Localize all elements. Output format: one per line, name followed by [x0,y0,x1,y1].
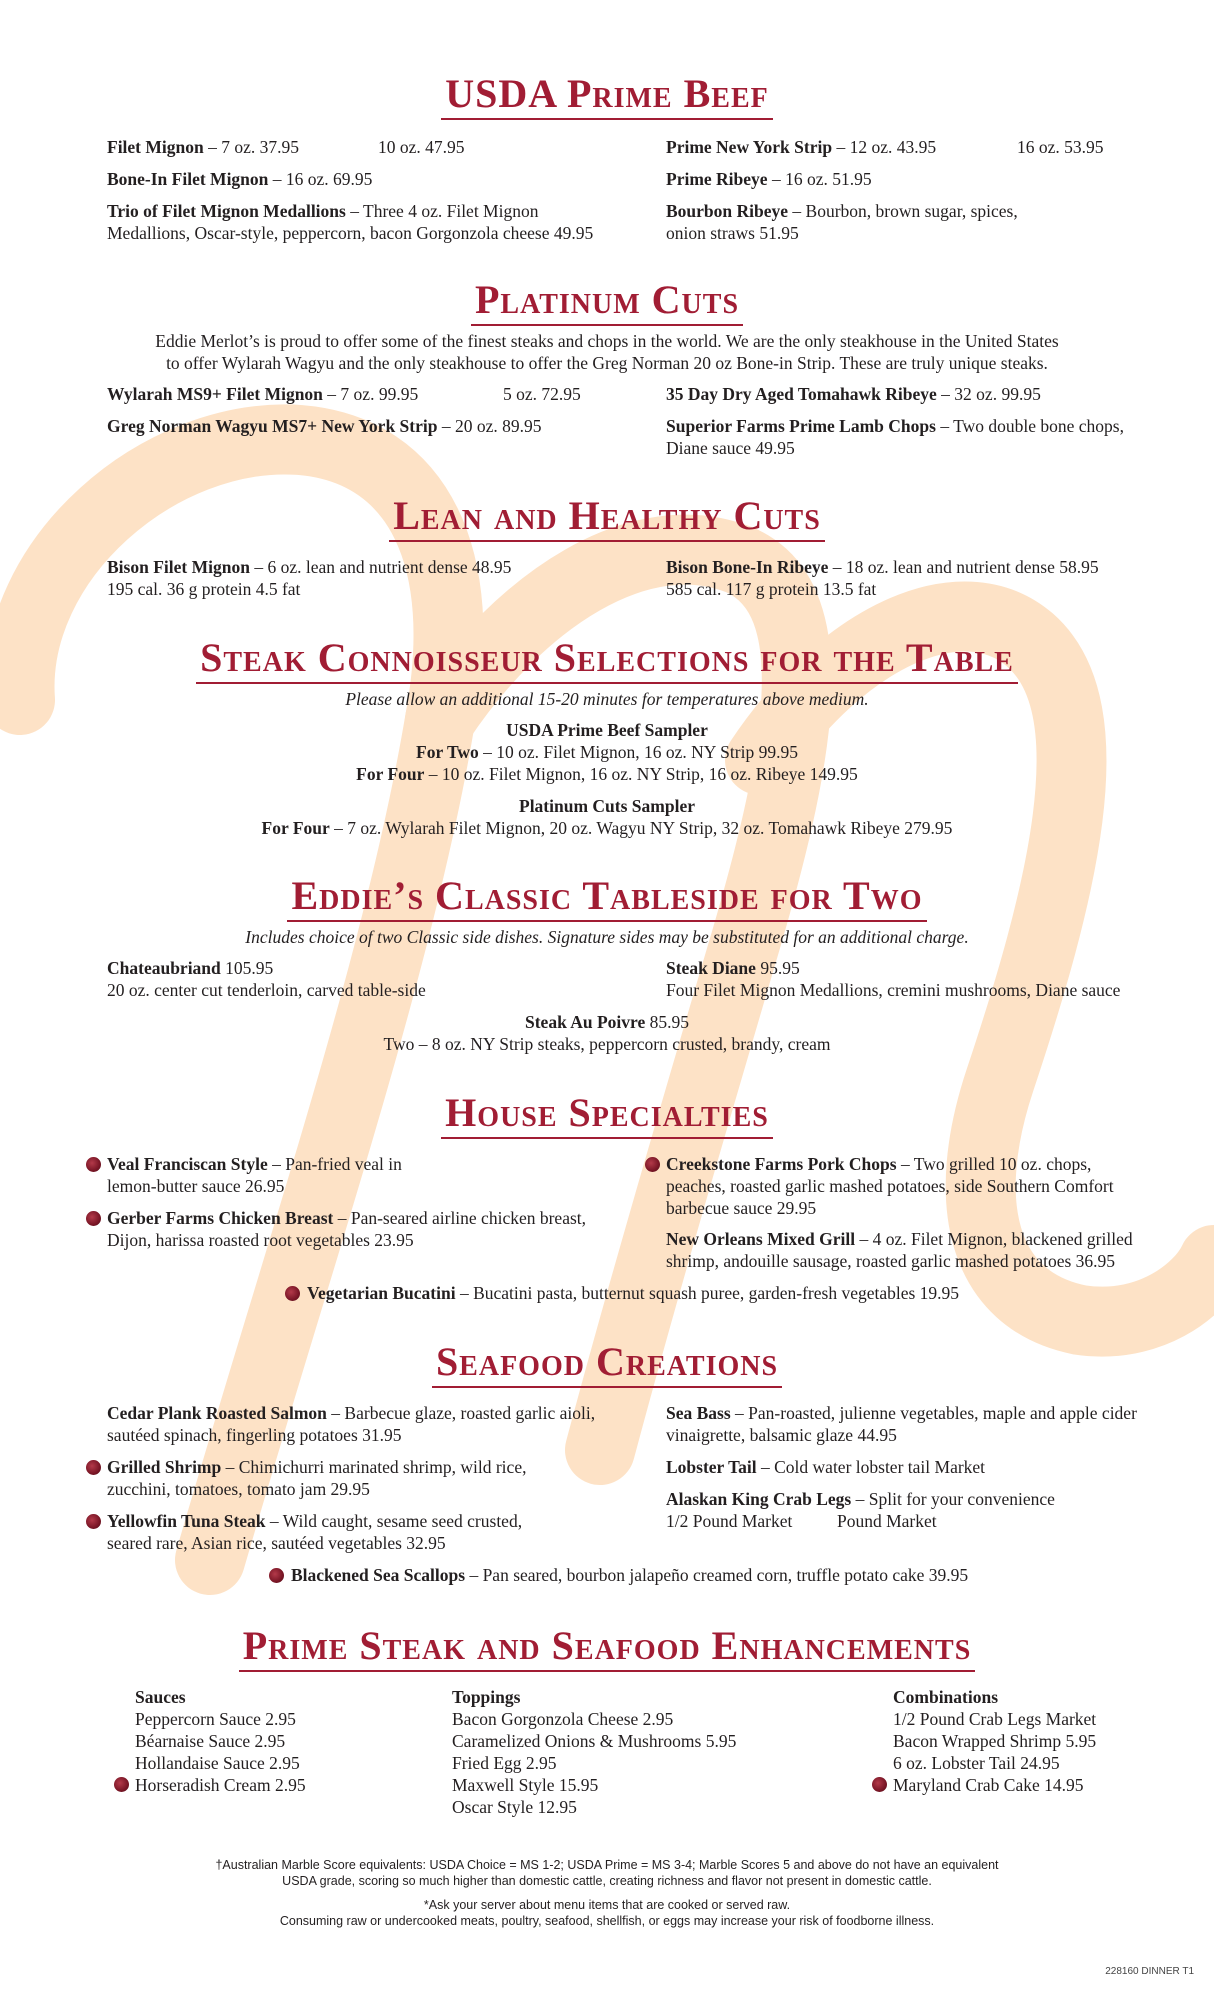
section-title-lean-cuts: Lean and Healthy Cuts [0,494,1214,542]
signature-dot-icon [645,1157,660,1172]
enhancements-sauces [135,1686,306,1796]
toppings-heading: Toppings [452,1687,521,1707]
list-item: Bacon Gorgonzola Cheese 2.95 [452,1709,674,1729]
menu-item-tuna-steak: Yellowfin Tuna Steak – Wild caught, sesame seed crusted, seared rare, Asian rice, sautéed vegetables 32.95 [107,1511,523,1553]
menu-item-filet-mignon: Filet Mignon – 7 oz. 37.95 [107,137,300,157]
menu-item-mixed-grill: New Orleans Mixed Grill – 4 oz. Filet Mignon, blackened grilled shrimp, andouille sausage, roasted garlic mashed potatoes 36.95 [666,1229,1133,1271]
menu-item-greg-norman-strip: Greg Norman Wagyu MS7+ New York Strip – 20 oz. 89.95 [107,416,542,436]
raw-food-warning: *Ask your server about menu items that are cooked or served raw. Consuming raw or undercooked meats, poultry, seafood, shellfish, or eggs may increase your risk of foodborne illness. [279,1898,935,1928]
menu-item-lobster-tail: Lobster Tail – Cold water lobster tail Market [666,1457,986,1477]
menu-item-chicken-breast: Gerber Farms Chicken Breast – Pan-seared airline chicken breast, Dijon, harissa roasted root vegetables 23.95 [107,1208,587,1250]
marble-score-footnote: †Australian Marble Score equivalents: USDA Choice = MS 1-2; USDA Prime = MS 3-4; Marble Scores 5 and above do not have an equivalent USDA grade, scoring so much higher than domestic cattle, creating richness and flavor not present in domestic cattle. [215,1858,999,1888]
menu-item-steak-au-poivre: Steak Au Poivre 85.95 Two – 8 oz. NY Strip steaks, peppercorn crusted, brandy, cream [383,1012,831,1054]
menu-item-prime-ribeye: Prime Ribeye – 16 oz. 51.95 [666,169,872,189]
list-item: Caramelized Onions & Mushrooms 5.95 [452,1731,737,1751]
menu-item-king-crab-pound: Pound Market [837,1511,937,1531]
section-title-platinum-cuts: Platinum Cuts [0,278,1214,326]
menu-item-trio-filet: Trio of Filet Mignon Medallions – Three 4 oz. Filet Mignon Medallions, Oscar-style, peppercorn, bacon Gorgonzola cheese 49.95 [107,201,594,243]
connoisseur-note: Please allow an additional 15-20 minutes for temperatures above medium. [345,689,869,709]
platinum-intro: Eddie Merlot’s is proud to offer some of the finest steaks and chops in the world. We are the only steakhouse in the United States to offer Wylarah Wagyu and the only steakhouse to offer the Greg Norman 20 oz Bone-in Strip. These are truly unique steaks. [155,331,1059,373]
sauces-heading: Sauces [135,1687,186,1707]
menu-item-ny-strip-alt: 16 oz. 53.95 [1017,137,1104,157]
menu-code: 228160 DINNER T1 [1105,1966,1194,1977]
menu-item-king-crab: Alaskan King Crab Legs – Split for your convenience 1/2 Pound Market [666,1489,1055,1531]
prime-beef-sampler: USDA Prime Beef Sampler For Two – 10 oz. Filet Mignon, 16 oz. NY Strip 99.95 For Four – 10 oz. Filet Mignon, 16 oz. NY Strip, 16 oz. Ribeye 149.95 [356,720,858,784]
menu-item-sea-scallops: Blackened Sea Scallops – Pan seared, bourbon jalapeño creamed corn, truffle potato cake 39.95 [291,1565,969,1585]
enhancements-toppings [452,1686,736,1818]
menu-item-wylarah-filet: Wylarah MS9+ Filet Mignon – 7 oz. 99.95 [107,384,419,404]
section-title-enhancements: Prime Steak and Seafood Enhancements [0,1624,1214,1672]
list-item: 6 oz. Lobster Tail 24.95 [893,1753,1060,1773]
list-item: Horseradish Cream 2.95 [135,1775,306,1795]
menu-item-steak-diane: Steak Diane 95.95 Four Filet Mignon Medallions, cremini mushrooms, Diane sauce [666,958,1121,1000]
signature-dot-icon [86,1460,101,1475]
signature-dot-icon [872,1777,887,1792]
menu-item-pork-chops: Creekstone Farms Pork Chops – Two grilled 10 oz. chops, peaches, roasted garlic mashed potatoes, side Southern Comfort barbecue sauce 29.95 [666,1154,1114,1218]
menu-item-cedar-salmon: Cedar Plank Roasted Salmon – Barbecue glaze, roasted garlic aioli, sautéed spinach, fingerling potatoes 31.95 [107,1403,596,1445]
menu-item-veal-franciscan: Veal Franciscan Style – Pan-fried veal in lemon-butter sauce 26.95 [107,1154,402,1196]
signature-dot-icon [86,1157,101,1172]
section-title-tableside: Eddie’s Classic Tableside for Two [0,874,1214,922]
menu-item-bison-filet: Bison Filet Mignon – 6 oz. lean and nutrient dense 48.95 195 cal. 36 g protein 4.5 fat [107,557,512,599]
section-title-connoisseur: Steak Connoisseur Selections for the Table [0,636,1214,684]
menu-item-vegetarian-bucatini: Vegetarian Bucatini – Bucatini pasta, butternut squash puree, garden-fresh vegetables 19.95 [307,1283,960,1303]
menu-item-wylarah-filet-alt: 5 oz. 72.95 [503,384,581,404]
menu-item-grilled-shrimp: Grilled Shrimp – Chimichurri marinated shrimp, wild rice, zucchini, tomatoes, tomato jam 29.95 [107,1457,527,1499]
list-item: Oscar Style 12.95 [452,1797,577,1817]
menu-item-sea-bass: Sea Bass – Pan-roasted, julienne vegetables, maple and apple cider vinaigrette, balsamic glaze 44.95 [666,1403,1137,1445]
list-item: Hollandaise Sauce 2.95 [135,1753,300,1773]
menu-item-ny-strip: Prime New York Strip – 12 oz. 43.95 [666,137,937,157]
menu-item-chateaubriand: Chateaubriand 105.95 20 oz. center cut tenderloin, carved table-side [107,958,426,1000]
section-title-prime-beef: USDA Prime Beef [0,72,1214,120]
menu-item-filet-mignon-alt: 10 oz. 47.95 [378,137,465,157]
signature-dot-icon [269,1568,284,1583]
section-title-house-specialties: House Specialties [0,1091,1214,1139]
menu-item-bone-in-filet: Bone-In Filet Mignon – 16 oz. 69.95 [107,169,373,189]
menu-item-bourbon-ribeye: Bourbon Ribeye – Bourbon, brown sugar, spices, onion straws 51.95 [666,201,1018,243]
section-title-seafood: Seafood Creations [0,1340,1214,1388]
menu-item-lamb-chops: Superior Farms Prime Lamb Chops – Two double bone chops, Diane sauce 49.95 [666,416,1124,458]
menu-item-bison-ribeye: Bison Bone-In Ribeye – 18 oz. lean and nutrient dense 58.95 585 cal. 117 g protein 13.5 fat [666,557,1099,599]
enhancements-combinations [893,1686,1096,1796]
signature-dot-icon [114,1777,129,1792]
list-item: Maryland Crab Cake 14.95 [893,1775,1084,1795]
list-item: Bacon Wrapped Shrimp 5.95 [893,1731,1097,1751]
list-item: Maxwell Style 15.95 [452,1775,599,1795]
platinum-cuts-sampler: Platinum Cuts Sampler For Four – 7 oz. Wylarah Filet Mignon, 20 oz. Wagyu NY Strip, 32 oz. Tomahawk Ribeye 279.95 [261,796,953,838]
signature-dot-icon [285,1286,300,1301]
tableside-note: Includes choice of two Classic side dishes. Signature sides may be substituted for an additional charge. [245,927,969,947]
list-item: Fried Egg 2.95 [452,1753,557,1773]
list-item: Béarnaise Sauce 2.95 [135,1731,286,1751]
signature-dot-icon [86,1514,101,1529]
signature-dot-icon [86,1211,101,1226]
combinations-heading: Combinations [893,1687,999,1707]
list-item: 1/2 Pound Crab Legs Market [893,1709,1097,1729]
list-item: Peppercorn Sauce 2.95 [135,1709,296,1729]
menu-item-tomahawk-ribeye: 35 Day Dry Aged Tomahawk Ribeye – 32 oz. 99.95 [666,384,1041,404]
